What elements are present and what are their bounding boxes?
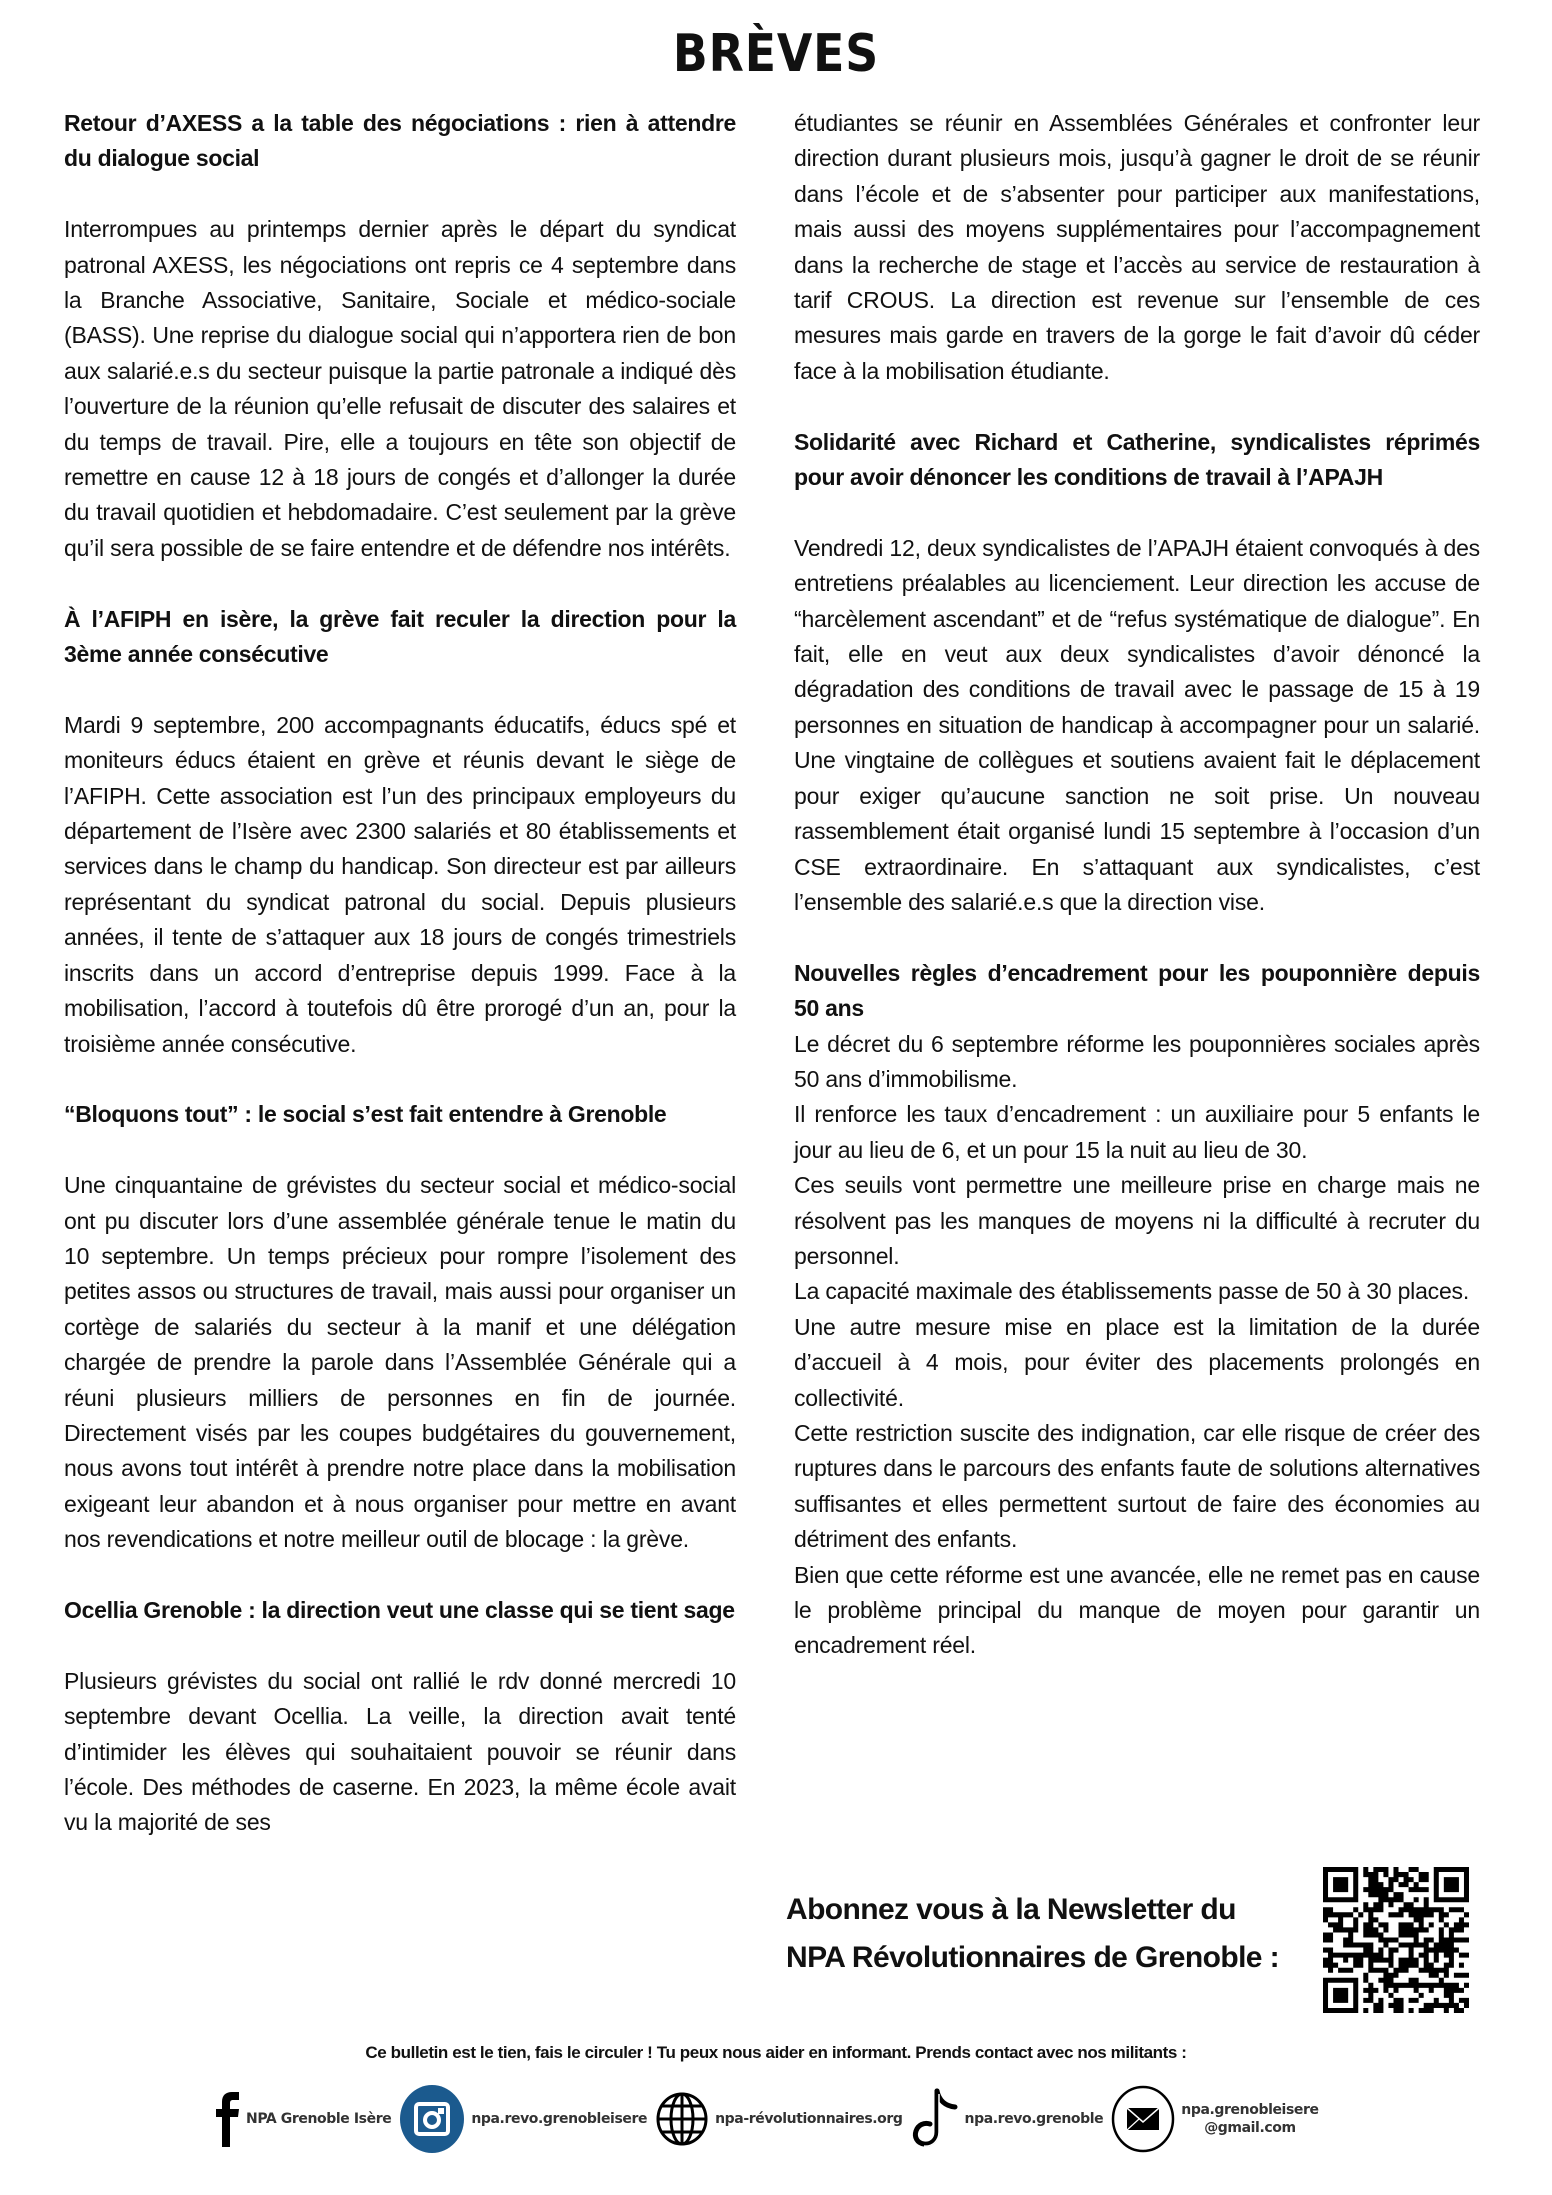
contact-label: npa-révolutionnaires.org (715, 2111, 903, 2127)
article-heading: Nouvelles règles d’encadrement pour les pouponnière depuis 50 ans (794, 959, 1480, 1022)
contact-label: NPA Grenoble Isère (246, 2111, 392, 2127)
contact-website[interactable] (655, 2092, 902, 2146)
article-heading: À l’AFIPH en isère, la grève fait reculer la direction pour la 3ème année consécutive (64, 605, 736, 668)
spacer (64, 1133, 736, 1168)
article-paragraph: Plusieurs grévistes du social ont rallié le rdv donné mercredi 10 septembre devant Ocellia. La veille, la direction avait tenté d’intimider les élèves qui souhaitaient pouvoir se réunir dans l’école. Des méthodes de caserne. En 2023, la même école avait vu la majorité de ses (64, 1667, 736, 1836)
spacer (64, 1558, 736, 1593)
qr-modules (1323, 1867, 1469, 2013)
spacer (64, 1628, 736, 1663)
instagram-icon (399, 2084, 465, 2154)
article-paragraph: Interrompues au printemps dernier après le départ du syndicat patronal AXESS, les négociations ont repris ce 4 septembre dans la Branche Associative, Sanitaire, Sociale et médico-sociale (BASS). Une reprise du dialogue social qui n’apportera rien de bon aux salarié.e.s du secteur puisque la partie patronale a indiqué dès l’ouverture de la réunion qu’elle refusait de discuter des salaires et du temps de travail. Pire, elle a toujours en tête son objectif de remettre en cause 12 à 18 jours de congés et d’allonger la durée du travail quotidien et hebdomadaire. C’est seulement par la grève qu’il sera possible de se faire entendre et de défendre nos intérêts. (64, 216, 736, 561)
mail-icon (1111, 2085, 1175, 2153)
contact-facebook[interactable] (214, 2091, 391, 2147)
email-line-1: npa.grenobleisere (1181, 2102, 1319, 2118)
facebook-icon (214, 2091, 240, 2147)
qr-code-icon[interactable] (1323, 1867, 1469, 2013)
newsletter-line-1: Abonnez vous à la Newsletter du (786, 1893, 1236, 1926)
contact-label: npa.revo.grenobleisere (471, 2111, 648, 2127)
article-paragraph: Bien que cette réforme est une avancée, elle ne remet pas en cause le problème principal du manque de moyen pour garantir un encadrement réel. (794, 1561, 1480, 1659)
contact-email[interactable] (1111, 2085, 1318, 2153)
article-heading: “Bloquons tout” : le social s’est fait entendre à Grenoble (64, 1101, 667, 1128)
globe-icon (655, 2092, 709, 2146)
article-paragraph: La capacité maximale des établissements passe de 50 à 30 places. (794, 1278, 1470, 1305)
spacer (64, 672, 736, 707)
spacer (794, 920, 1480, 955)
article-paragraph: Il renforce les taux d’encadrement : un auxiliaire pour 5 enfants le jour au lieu de 6, et un pour 15 la nuit au lieu de 30. (794, 1101, 1480, 1163)
footer-text: Ce bulletin est le tien, fais le circuler ! Tu peux nous aider en informant. Prends contact avec nos militants : (365, 2043, 1187, 2062)
right-column (794, 106, 1480, 1664)
article-paragraph: Ces seuils vont permettre une meilleure prise en charge mais ne résolvent pas les manques de moyens ni la difficulté à recruter du personnel. (794, 1172, 1480, 1269)
article-paragraph: Une autre mesure mise en place est la limitation de la durée d’accueil à 4 mois, pour éviter des placements prolongés en collectivité. (794, 1313, 1480, 1411)
contact-label (1181, 2101, 1318, 2137)
left-column (64, 106, 736, 1841)
contact-instagram[interactable] (399, 2084, 647, 2154)
contact-tiktok[interactable] (911, 2088, 1104, 2150)
newsletter-callout (786, 1886, 1306, 1982)
page-title: BRÈVES (672, 24, 880, 84)
article-heading: Solidarité avec Richard et Catherine, syndicalistes réprimés pour avoir dénoncer les conditions de travail à l’APAJH (794, 428, 1480, 491)
spacer (64, 566, 736, 601)
article-heading: Retour d’AXESS a la table des négociations : rien à attendre du dialogue social (64, 110, 736, 172)
article-paragraph: étudiantes se réunir en Assemblées Générales et confronter leur direction durant plusieurs mois, jusqu’à gagner le droit de se réunir dans l’école et de s’absenter pour participer aux manifestations, mais aussi des moyens supplémentaires pour l’accompagnement dans la recherche de stage et l’accès au service de restauration à tarif CROUS. La direction est revenue sur l’ensemble de ces mesures mais garde en travers de la gorge le fait d’avoir dû céder face à la mobilisation étudiante. (794, 110, 1480, 384)
tiktok-icon (911, 2088, 959, 2150)
article-paragraph: Une cinquantaine de grévistes du secteur social et médico-social ont pu discuter lors d’une assemblée générale tenue le matin du 10 septembre. Un temps précieux pour rompre l’isolement des petites assos ou structures de travail, mais aussi pour organiser un cortège de salariés du secteur à la manif et une délégation chargée de prendre la parole dans l’Assemblée Générale qui a réuni plusieurs milliers de personnes en fin de journée. Directement visés par les coupes budgétaires du gouvernement, nous avons tout intérêt à prendre notre place dans la mobilisation exigeant leur abandon et à nous organiser pour mettre en avant nos revendications et notre meilleur outil de blocage : la grève. (64, 1172, 736, 1553)
spacer (794, 495, 1480, 530)
spacer (64, 177, 736, 212)
article-paragraph: Vendredi 12, deux syndicalistes de l’APAJH étaient convoqués à des entretiens préalables au licenciement. Leur direction les accuse de “harcèlement ascendant” et de “refus systématique de dialogue”. En fait, elle en veut aux deux syndicalistes d’avoir dénoncé la dégradation des conditions de travail avec le passage de 15 à 19 personnes en situation de handicap à accompagner pour un salarié. Une vingtaine de collègues et soutiens avaient fait le déplacement pour exiger qu’aucune sanction ne soit prise. Un nouveau rassemblement était organisé lundi 15 septembre à l’occasion d’un CSE extraordinaire. En s’attaquant aux syndicalistes, c’est l’ensemble des salarié.e.s que la direction vise. (794, 534, 1480, 915)
spacer (794, 389, 1480, 424)
article-paragraph: Mardi 9 septembre, 200 accompagnants éducatifs, éducs spé et moniteurs éducs étaient en grève et réunis devant le siège de l’AFIPH. Cette association est l’un des principaux employeurs du département de l’Isère avec 2300 salariés et 80 établissements et services dans le champ du handicap. Son directeur est par ailleurs représentant du syndicat patronal du social. Depuis plusieurs années, il tente de s’attaquer aux 18 jours de congés trimestriels inscrits dans un accord d’entreprise depuis 1999. Face à la mobilisation, l’accord à toutefois dû être prorogé d’un an, pour la troisième année consécutive. (64, 711, 736, 1057)
contacts-row (214, 2078, 1327, 2160)
article-paragraph: Cette restriction suscite des indignation, car elle risque de créer des ruptures dans le parcours des enfants faute de solutions alternatives suffisantes et elles permettent surtout de faire des économies au détriment des enfants. (794, 1419, 1480, 1553)
spacer (64, 1062, 736, 1097)
article-paragraph: Le décret du 6 septembre réforme les pouponnières sociales après 50 ans d’immobilisme. (794, 1030, 1480, 1092)
contact-label: npa.revo.grenoble (964, 2111, 1104, 2127)
email-line-2: @gmail.com (1204, 2120, 1296, 2136)
newsletter-line-2: NPA Révolutionnaires de Grenoble : (786, 1941, 1280, 1974)
article-heading: Ocellia Grenoble : la direction veut une classe qui se tient sage (64, 1596, 735, 1623)
